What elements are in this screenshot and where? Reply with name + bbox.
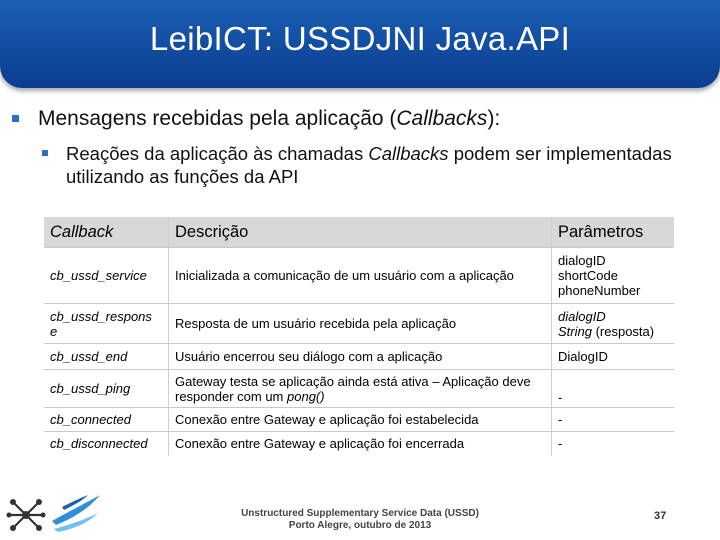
bullet-level1-em: Callbacks (396, 107, 488, 130)
page-number: 37 (654, 510, 667, 522)
cell-params: - (552, 408, 675, 432)
cell-callback: cb_ussd_service (44, 248, 169, 304)
table-row (44, 304, 674, 344)
cell-desc (169, 370, 552, 408)
cell-params: - (552, 370, 675, 408)
bullet-level1 (38, 107, 500, 131)
cell-callback: cb_ussd_respons e (44, 304, 169, 344)
bullet-square-icon (12, 115, 19, 122)
bullet-square-icon (42, 150, 48, 156)
cell-desc: Inicializada a comunicação de um usuário com a aplicação (169, 248, 552, 304)
cell-params: - (552, 432, 675, 456)
bullet-level1-pre: Mensagens recebidas pela aplicação ( (38, 107, 397, 130)
bullet-level2 (66, 142, 686, 188)
cell-params (552, 248, 675, 304)
cell-callback: cb_connected (44, 408, 169, 432)
table-row (44, 248, 674, 304)
slide-title: LeibICT: USSDJNI Java.API (149, 20, 571, 57)
header-callback: Callback (44, 217, 169, 248)
param-phonenumber: phoneNumber (558, 283, 641, 298)
header-parametros: Parâmetros (552, 217, 675, 248)
bullet-level1-post: ): (487, 107, 501, 130)
cell-desc-pong: pong() (287, 388, 325, 404)
param-string: String (558, 323, 592, 339)
cell-params (552, 304, 675, 344)
cell-desc: Conexão entre Gateway e aplicação foi encerrada (169, 432, 552, 456)
bullet-level2-em: Callbacks (368, 143, 449, 164)
network-logo-icon (5, 494, 47, 536)
param-dialogid: dialogID (558, 308, 606, 324)
cell-callback: cb_ussd_ping (44, 370, 169, 408)
cell-callback: cb_disconnected (44, 432, 169, 456)
param-string-note: (resposta) (591, 323, 655, 339)
bullet-level2-pre: Reações da aplicação às chamadas (66, 143, 369, 164)
param-shortcode: shortCode (558, 268, 618, 283)
swoosh-logo-icon (48, 491, 104, 535)
bullet-level2-post: podem ser implementadas utilizando as funções da API (66, 143, 672, 187)
table-row (44, 344, 674, 370)
cell-callback: cb_ussd_end (44, 344, 169, 370)
param-dialogid: dialogID (558, 253, 606, 268)
footer-line1: Unstructured Supplementary Service Data (USSD) (241, 508, 479, 519)
cell-desc-text: Gateway testa se aplicação ainda está ativa – Aplicação deve responder com um (175, 373, 531, 404)
table-header-row (44, 217, 674, 248)
footer (205, 508, 515, 532)
footer-line2: Porto Alegre, outubro de 2013 (288, 520, 432, 531)
header-descricao: Descrição (169, 217, 552, 248)
cell-desc: Usuário encerrou seu diálogo com a aplicação (169, 344, 552, 370)
cell-desc: Resposta de um usuário recebida pela aplicação (169, 304, 552, 344)
callbacks-table (44, 217, 674, 456)
cell-params: DialogID (552, 344, 675, 370)
table-row (44, 432, 674, 456)
table-row (44, 408, 674, 432)
cell-desc: Conexão entre Gateway e aplicação foi estabelecida (169, 408, 552, 432)
table-row (44, 370, 674, 408)
